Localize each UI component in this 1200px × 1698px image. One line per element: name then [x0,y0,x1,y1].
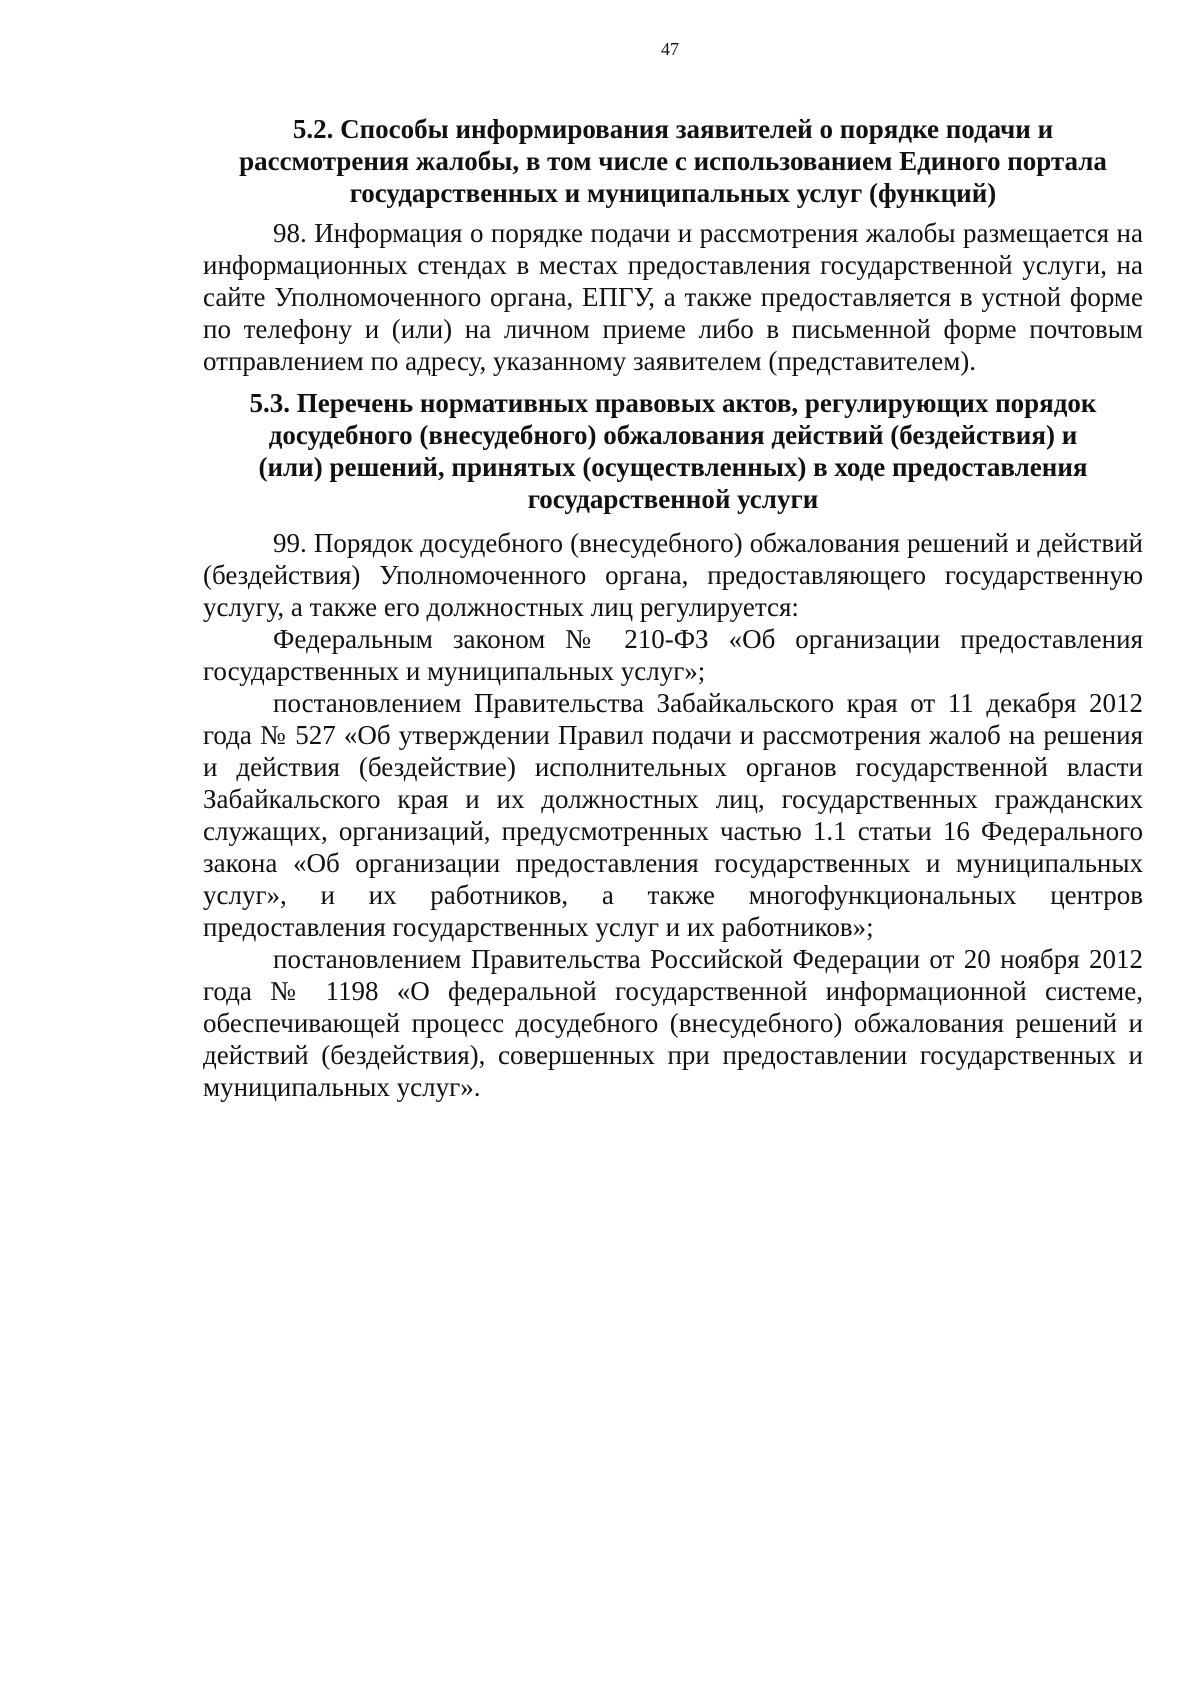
heading-line: 5.2. Способы информирования заявителей о порядке подачи и [292,114,1054,144]
paragraph-99: 99. Порядок досудебного (внесудебного) обжалования решений и действий (бездействия) Уполномоченного органа, предоставляющего государственную услугу, а также его должностных лиц регулируется: [203,528,1143,622]
heading-line: досудебного (внесудебного) обжалования действий (бездействия) и [268,420,1078,450]
heading-line: рассмотрения жалобы, в том числе с использованием Единого портала [239,146,1107,176]
heading-line: государственной услуги [527,484,819,514]
document-body [203,113,1143,1103]
paragraph-zabaikalsky-resolution-527: постановлением Правительства Забайкальского края от 11 декабря 2012 года № 527 «Об утверждении Правил подачи и рассмотрения жалоб на решения и действия (бездействие) исполнительных органов государственной власти Забайкальского края и их должностных лиц, государственных гражданских служащих, организаций, предусмотренных частью 1.1 статьи 16 Федерального закона «Об организации предоставления государственных и муниципальных услуг», и их работников, а также многофункциональных центров предоставления государственных услуг и их работников»; [203,688,1143,942]
section-5-3-heading [203,387,1143,515]
section-5-2-heading [203,113,1143,209]
paragraph-federal-law-210: Федеральным законом № 210-ФЗ «Об организации предоставления государственных и муниципальных услуг»; [203,624,1143,686]
heading-line: государственных и муниципальных услуг (функций) [349,178,997,208]
paragraph-rf-resolution-1198: постановлением Правительства Российской Федерации от 20 ноября 2012 года № 1198 «О федеральной государственной информационной системе, обеспечивающей процесс досудебного (внесудебного) обжалования решений и действий (бездействия), совершенных при предоставлении государственных и муниципальных услуг». [203,944,1143,1102]
heading-line: 5.3. Перечень нормативных правовых актов, регулирующих порядок [249,388,1097,418]
heading-line: (или) решений, принятых (осуществленных) в ходе предоставления [258,452,1088,482]
paragraph-98: 98. Информация о порядке подачи и рассмотрения жалобы размещается на информационных стендах в местах предоставления государственной услуги, на сайте Уполномоченного органа, ЕПГУ, а также предоставляется в устной форме по телефону и (или) на личном приеме либо в письменной форме почтовым отправлением по адресу, указанному заявителем (представителем). [203,218,1143,376]
page-number: 47 [661,39,679,59]
